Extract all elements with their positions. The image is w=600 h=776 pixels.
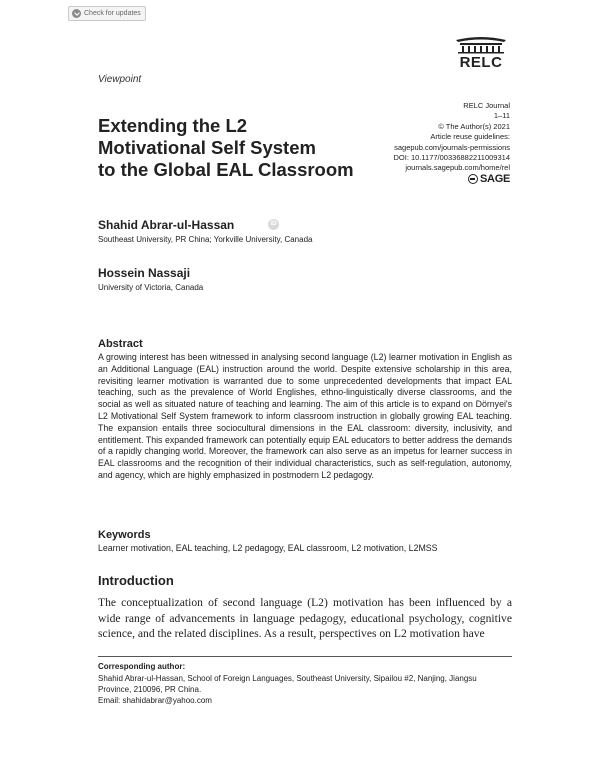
check-for-updates-badge[interactable] [68, 6, 146, 21]
sage-logo-text: SAGE [480, 173, 510, 185]
author-name: Hossein Nassaji [98, 266, 191, 280]
copyright: © The Author(s) 2021 [438, 121, 510, 131]
abstract-heading: Abstract [98, 338, 143, 350]
relc-logo-text: RELC [459, 54, 503, 71]
footnote-divider [98, 656, 512, 657]
sage-icon [468, 174, 478, 184]
introduction-text: The conceptualization of second language (L2) motivation has been influenced by a wide range of advancements in language pedagogy, educational psychology, cognitive science, and the related disciplines. As a result, perspectives on L2 motivation have [98, 596, 512, 640]
corresponding-author-details [98, 673, 512, 707]
corresponding-email[interactable]: Email: shahidabrar@yahoo.com [98, 696, 212, 706]
reuse-guidelines-label: Article reuse guidelines: [430, 132, 510, 142]
journal-meta [290, 101, 510, 174]
author-affiliation: Southeast University, PR China; Yorkville University, Canada [98, 235, 313, 244]
keywords-heading: Keywords [98, 529, 151, 541]
check-for-updates-label: Check for updates [84, 10, 141, 17]
page-range: 1–11 [493, 111, 510, 121]
title-line: to the Global EAL Classroom [98, 159, 354, 180]
corresponding-author-heading: Corresponding author: [98, 662, 186, 671]
title-line: Motivational Self System [98, 137, 316, 158]
introduction-heading: Introduction [98, 573, 174, 588]
permissions-link[interactable]: sagepub.com/journals-permissions [394, 142, 510, 152]
corresponding-line: Province, 210096, PR China. [98, 685, 202, 695]
journal-name: RELC Journal [463, 101, 510, 110]
keywords-text: Learner motivation, EAL teaching, L2 pedagogy, EAL classroom, L2 motivation, L2MSS [98, 543, 438, 553]
orcid-icon[interactable]: iD [268, 219, 279, 230]
sage-logo [468, 173, 510, 185]
title-line: Extending the L2 [98, 115, 248, 136]
abstract-text: A growing interest has been witnessed in analysing second language (L2) learner motivation in English as an Additional Language (EAL) instruction around the world. Despite extensive scholarship in this area, revisiting learner motivation is warranted due to some unprecedented developments that impact EAL teaching, such as the prevalence of World Englishes, ethno-linguistically diverse classrooms, and the social as well as situated nature of teaching and learning. The aim of this article is to expand on Dörnyei's L2 Motivational Self System framework to inform classroom instruction in globally growing EAL teaching. The expansion entails three sociocultural dimensions in the EAL classroom: diversity, inclusivity, and entitlement. This expanded framework can potentially equip EAL educators to better address the demands of a rapidly changing world. Moreover, the framework can also serve as an impetus for learner success in EAL classrooms and the recognition of their individual characteristics, such as self-regulation, autonomy, and agency, which are highly emphasized in postmodern L2 pedagogy. [98, 352, 512, 480]
article-type: Viewpoint [98, 74, 142, 85]
author-affiliation: University of Victoria, Canada [98, 283, 204, 292]
author-name: Shahid Abrar-ul-Hassan [98, 218, 235, 232]
doi[interactable]: DOI: 10.1177/00336882211009314 [393, 153, 510, 163]
journal-home-link[interactable]: journals.sagepub.com/home/rel [405, 163, 510, 173]
check-updates-icon [72, 9, 81, 18]
corresponding-line: Shahid Abrar-ul-Hassan, School of Foreign Languages, Southeast University, Sipailou #2, Nanjing, Jiangsu [98, 674, 477, 683]
